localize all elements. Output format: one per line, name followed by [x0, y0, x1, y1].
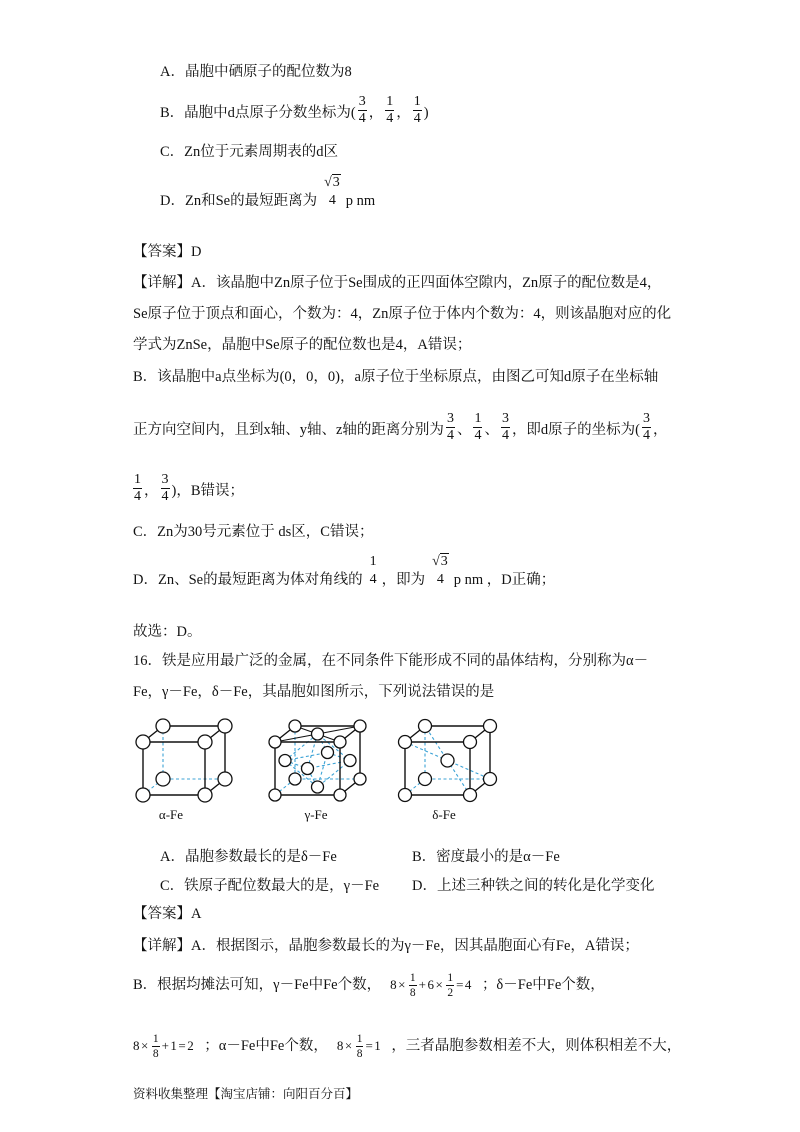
fraction-numerator: 1: [134, 471, 141, 487]
iron-crystal-cells-figure: [130, 715, 502, 810]
formula-term: 8×: [390, 977, 407, 992]
formula-term: =1: [365, 1038, 383, 1053]
separator: 、: [456, 422, 472, 438]
iron-atom: [198, 788, 212, 802]
fraction-numerator: [431, 554, 450, 570]
iron-atom: [484, 720, 497, 733]
explanation-line: B．该晶胞中a点坐标为(0，0，0)，a原子位于坐标原点，由图乙可知d原子在坐标轴: [133, 369, 659, 385]
q16-stem-line: Fe，γ－Fe，δ－Fe，其晶胞如图所示，下列说法错误的是: [133, 684, 495, 700]
atom-count-formula: [337, 1032, 382, 1061]
fraction-denominator: 4: [501, 427, 509, 443]
iron-atom: [136, 735, 150, 749]
fraction: [431, 554, 450, 590]
explanation-line: 【详解】A．该晶胞中Zn原子位于Se围成的正四面体空隙内，Zn原子的配位数是4，: [133, 275, 662, 291]
explanation-line: Se原子位于顶点和面心，个数为：4，Zn原子位于体内个数为：4，则该晶胞对应的化: [133, 306, 672, 322]
fraction-denominator: 4: [328, 193, 336, 208]
fraction: [473, 411, 482, 444]
iron-atom: [312, 728, 324, 740]
fraction-denominator: 2: [447, 986, 454, 999]
iron-atom: [156, 719, 170, 733]
fraction-numerator: 1: [152, 1032, 159, 1045]
explanation-line: C．Zn为30号元素位于 ds区，C错误；: [133, 524, 374, 540]
fraction-numerator: 1: [409, 971, 416, 984]
fraction-denominator: 4: [161, 488, 169, 504]
radical-sign: √: [432, 554, 440, 569]
fraction-denominator: 4: [643, 427, 651, 443]
explanation-line: [133, 1028, 681, 1064]
iron-atom: [279, 755, 291, 767]
option-text: B．晶胞中d点原子分数坐标为(: [160, 105, 356, 121]
iron-atom: [198, 735, 212, 749]
fraction: [369, 554, 378, 590]
fraction-numerator: 1: [413, 93, 421, 109]
figure-label-gamma-fe: γ-Fe: [304, 807, 328, 822]
answer-label: 【答案】A: [133, 906, 202, 922]
fraction-denominator: 8: [356, 1047, 363, 1060]
fraction-numerator: 3: [358, 93, 366, 109]
gamma-fe-cell-diagram: [269, 720, 366, 801]
iron-atom: [218, 772, 232, 786]
fraction: [413, 94, 422, 127]
explanation-line: [133, 412, 668, 448]
fraction-numerator: 1: [447, 971, 454, 984]
option-text: D．Zn和Se的最短距离为: [160, 193, 318, 209]
explanation-text: )，B错误；: [171, 483, 244, 499]
option-text: p nm: [345, 193, 376, 209]
fraction-numerator: 3: [446, 410, 454, 426]
figure-label-alpha-fe: α-Fe: [158, 807, 184, 822]
formula-term: 8×: [336, 1038, 354, 1053]
iron-atom: [464, 736, 477, 749]
fraction-numerator: 3: [501, 410, 509, 426]
fraction: [385, 94, 394, 127]
fraction-denominator: 4: [446, 427, 454, 443]
iron-atom: [354, 773, 366, 785]
fraction: [356, 1032, 364, 1061]
alpha-fe-cell-diagram: [136, 719, 232, 802]
fraction: [642, 411, 651, 444]
iron-atom: [269, 736, 281, 748]
conclusion: 故选：D。: [133, 624, 202, 640]
iron-atom: [399, 736, 412, 749]
iron-atom: [312, 781, 324, 793]
fraction: [161, 472, 170, 505]
formula-term: +6×: [418, 977, 445, 992]
option-text: ): [423, 105, 429, 121]
explanation-line: [133, 967, 605, 1003]
fraction-numerator: 1: [386, 93, 394, 109]
fraction-denominator: 4: [134, 488, 141, 504]
separator: ，: [396, 105, 411, 121]
page-footer: 资料收集整理【淘宝店铺：向阳百分百】: [133, 1087, 359, 1101]
fraction-denominator: 4: [369, 572, 377, 587]
q16-option-b: B．密度最小的是α－Fe: [412, 849, 560, 865]
q16-option-d: D．上述三种铁之间的转化是化学变化: [412, 878, 655, 894]
iron-atom: [399, 789, 412, 802]
fraction: [133, 472, 142, 505]
fraction: [501, 411, 510, 444]
fraction-numerator: 1: [474, 410, 482, 426]
q15-option-a: A．晶胞中硒原子的配位数为8: [160, 64, 352, 80]
formula-term: 8×: [133, 1038, 150, 1053]
iron-atom: [464, 789, 477, 802]
fraction-numerator: 1: [356, 1032, 363, 1045]
fraction: [409, 971, 417, 1000]
explanation-text: 正方向空间内，且到x轴、y轴、z轴的距离分别为: [133, 422, 444, 438]
formula-term: =4: [456, 977, 473, 992]
fraction-denominator: 4: [436, 572, 444, 587]
cell-edges: [143, 726, 225, 795]
fraction: [446, 971, 454, 1000]
explanation-text: ，三者晶胞参数相差不大，则体积相差不大，: [391, 1038, 682, 1054]
fraction-denominator: 8: [409, 986, 416, 999]
iron-atom: [419, 720, 432, 733]
fraction: [446, 411, 455, 444]
separator: ，: [144, 483, 159, 499]
fraction-numerator: 3: [643, 410, 651, 426]
fraction-denominator: 4: [474, 427, 482, 443]
fraction-denominator: 4: [386, 110, 394, 126]
fraction-numerator: 1: [369, 554, 377, 569]
explanation-text: ；α－Fe中Fe个数，: [204, 1038, 328, 1054]
iron-atom: [322, 747, 334, 759]
separator: ，: [368, 105, 384, 121]
q16-option-c: C．铁原子配位数最大的是，γ－Fe: [160, 878, 380, 894]
explanation-text: ；δ－Fe中Fe个数，: [481, 977, 605, 993]
answer-label: 【答案】D: [133, 244, 202, 260]
explanation-line: 学式为ZnSe，晶胞中Se原子的配位数也是4，A错误；: [133, 337, 472, 353]
explanation-text: ，即d原子的坐标为(: [511, 422, 641, 438]
iron-atom: [302, 763, 314, 775]
fraction-numerator: 3: [161, 471, 169, 487]
explanation-text: B．根据均摊法可知，γ－Fe中Fe个数，: [133, 977, 382, 993]
iron-atom: [136, 788, 150, 802]
iron-atom: [289, 773, 301, 785]
iron-atom: [344, 755, 356, 767]
figure-label-delta-fe: δ-Fe: [432, 807, 456, 822]
atom-count-formula: [133, 1032, 195, 1061]
delta-fe-cell-diagram: [399, 720, 497, 802]
explanation-text: p nm ，D正确；: [453, 572, 556, 588]
explanation-text: D．Zn、Se的最短距离为体对角线的: [133, 572, 363, 588]
explanation-line: [133, 550, 555, 590]
iron-atom: [218, 719, 232, 733]
separator: 、: [484, 422, 499, 438]
separator: ，: [653, 422, 668, 438]
q15-option-c: C．Zn位于元素周期表的d区: [160, 144, 339, 160]
explanation-line: [133, 473, 244, 509]
fraction-denominator: 4: [358, 110, 366, 126]
fraction: [323, 175, 342, 211]
fraction: [152, 1032, 160, 1061]
iron-atom: [441, 754, 454, 767]
iron-atom: [289, 720, 301, 732]
iron-atom: [269, 789, 281, 801]
iron-atom: [156, 772, 170, 786]
q15-option-b: [160, 93, 429, 130]
iron-atom: [419, 773, 432, 786]
iron-atom: [354, 720, 366, 732]
fraction-denominator: 4: [413, 110, 421, 126]
iron-atom: [484, 773, 497, 786]
radicand: 3: [332, 175, 340, 190]
atom-count-formula: [390, 971, 473, 1000]
fraction-denominator: 8: [152, 1047, 159, 1060]
explanation-text: ，即为: [381, 572, 426, 588]
q15-option-d: [160, 171, 375, 211]
fraction: [358, 94, 367, 127]
radical-sign: √: [324, 175, 332, 190]
fraction-numerator: [323, 175, 342, 191]
q16-stem-line: 16．铁是应用最广泛的金属，在不同条件下能形成不同的晶体结构，分别称为α－: [133, 653, 649, 669]
explanation-line: 【详解】A．根据图示，晶胞参数最长的为γ－Fe，因其晶胞面心有Fe，A错误；: [133, 938, 639, 954]
iron-atom: [334, 736, 346, 748]
formula-term: +1=2: [161, 1038, 196, 1053]
radicand: 3: [440, 554, 448, 569]
iron-atom: [334, 789, 346, 801]
q16-option-a: A．晶胞参数最长的是δ－Fe: [160, 849, 337, 865]
